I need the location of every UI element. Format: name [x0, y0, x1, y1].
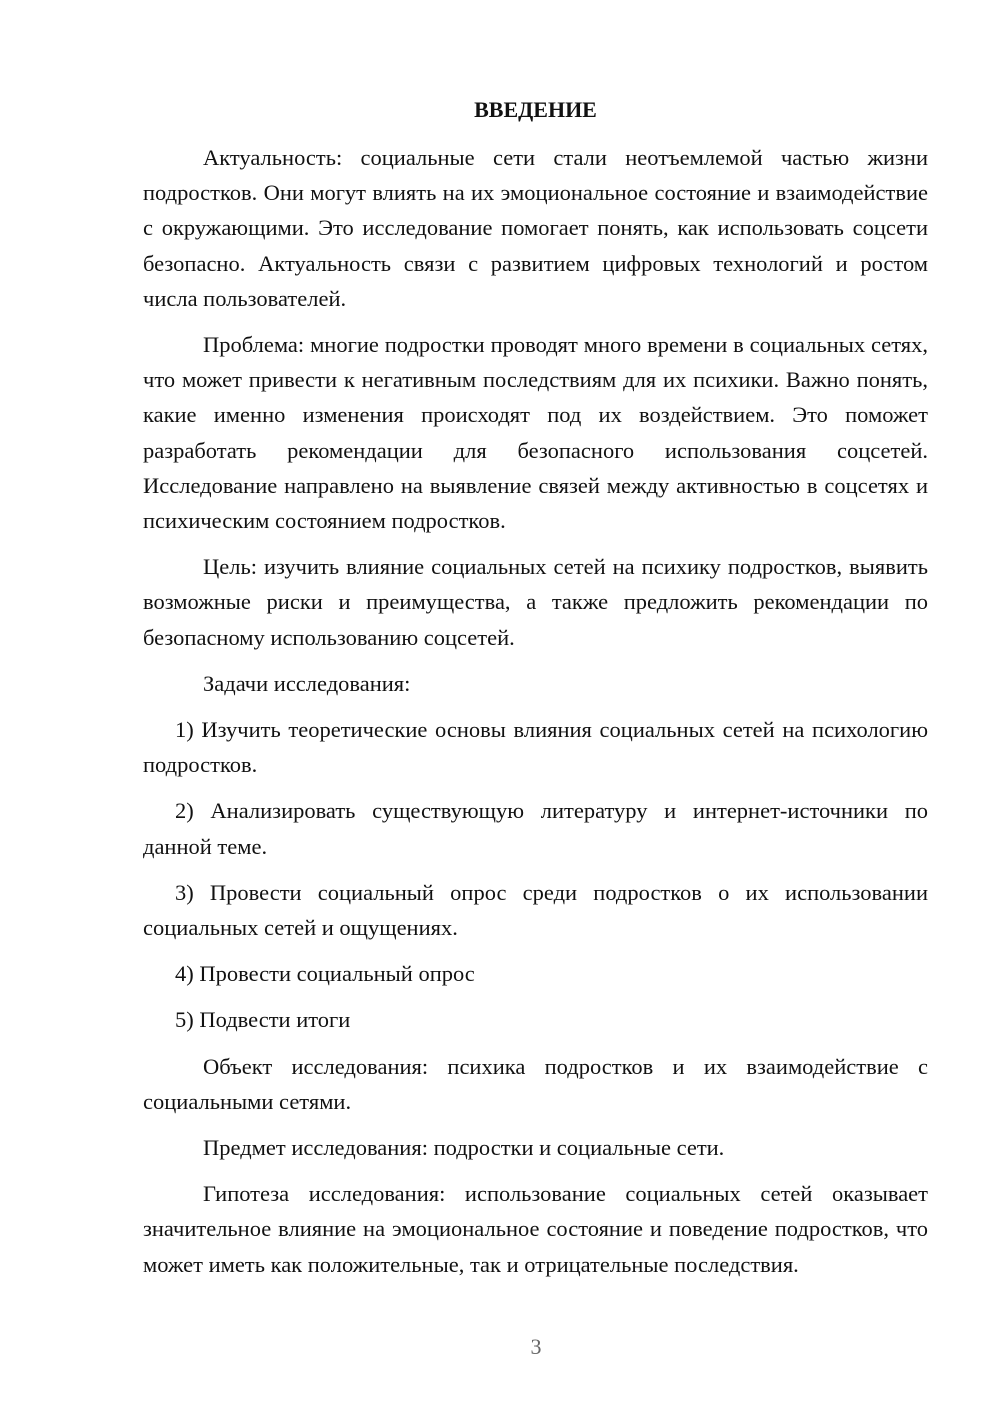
task-item-2: 2) Анализировать существующую литературу и интернет-источники по данной теме.	[143, 798, 928, 859]
paragraph-relevance: Актуальность: социальные сети стали неотъемлемой частью жизни подростков. Они могут влиять на их эмоциональное состояние и взаимодействие с окружающими. Это исследование помогает понять, как использовать соцсети безопасно. Актуальность связи с развитием цифровых технологий и ростом числа пользователей.	[143, 145, 928, 311]
paragraph-subject: Предмет исследования: подростки и социальные сети.	[203, 1135, 725, 1161]
paragraph-object: Объект исследования: психика подростков и их взаимодействие с социальными сетями.	[143, 1053, 928, 1114]
paragraph-goal: Цель: изучить влияние социальных сетей на психику подростков, выявить возможные риски и преимущества, а также предложить рекомендации по безопасному использованию соцсетей.	[143, 554, 928, 650]
page-content	[143, 92, 928, 1282]
page-title: ВВЕДЕНИЕ	[474, 97, 597, 122]
tasks-heading: Задачи исследования:	[203, 670, 411, 696]
task-item-1: 1) Изучить теоретические основы влияния социальных сетей на психологию подростков.	[143, 717, 928, 778]
paragraph-hypothesis: Гипотеза исследования: использование социальных сетей оказывает значительное влияние на эмоциональное состояние и поведение подростков, что может иметь как положительные, так и отрицательные последствия.	[143, 1181, 928, 1277]
paragraph-problem: Проблема: многие подростки проводят много времени в социальных сетях, что может привести к негативным последствиям для их психики. Важно понять, какие именно изменения происходят под их воздействием. Это поможет разработать рекомендации для безопасного использования соцсетей. Исследование направлено на выявление связей между активностью в соцсетях и психическим состоянием подростков.	[143, 332, 928, 534]
page-number: 3	[530, 1334, 542, 1359]
task-item-3: 3) Провести социальный опрос среди подростков о их использовании социальных сетей и ощущениях.	[143, 879, 928, 941]
task-item-5: 5) Подвести итоги	[175, 1007, 351, 1033]
task-item-4: 4) Провести социальный опрос	[175, 961, 475, 987]
